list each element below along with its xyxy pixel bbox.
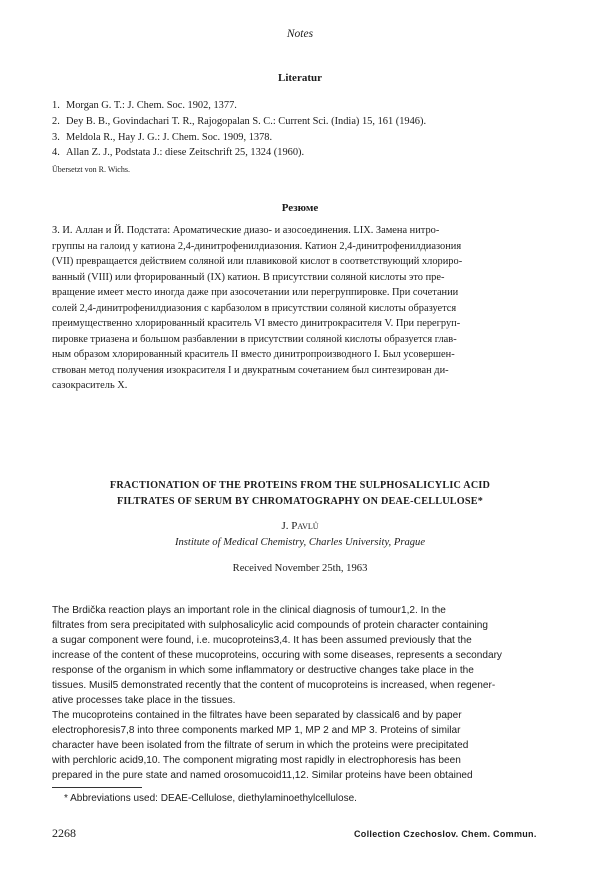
resume-line: пировке триазена и большом разбавлении в присутствии соляной кислоты образуется глав-	[52, 333, 457, 345]
footnote: * Abbreviations used: DEAE-Cellulose, diethylaminoethylcellulose.	[64, 793, 357, 804]
literatur-heading: Literatur	[278, 72, 322, 84]
resume-line: солей 2,4-динитрофенилдиазония с карбазолом в присутствии соляной кислоты образуется	[52, 302, 457, 314]
resume-paragraph	[52, 223, 552, 394]
translator-note: Übersetzt von R. Wichs.	[52, 165, 130, 174]
reference-item: 3. Meldola R., Hay J. G.: J. Chem. Soc. 1909, 1378.	[52, 131, 273, 143]
author-name: J. Pavlů	[281, 520, 319, 532]
body-line: prepared in the pure state and named orosomucoid11,12. Similar proteins have been obtained	[52, 770, 473, 781]
reference-item: 1. Morgan G. T.: J. Chem. Soc. 1902, 1377.	[52, 100, 237, 111]
reference-item: 4. Allan Z. J., Podstata J.: diese Zeitschrift 25, 1324 (1960).	[52, 147, 305, 159]
article-title-line: FRACTIONATION OF THE PROTEINS FROM THE SULPHOSALICYLIC ACID	[109, 480, 491, 491]
body-line: character have been isolated from the filtrate of serum in which the proteins were precipitated	[52, 740, 469, 751]
running-head: Notes	[286, 28, 314, 40]
resume-line: ванный (VIII) или фторированный (IX) катион. В присутствии соляной кислоты это пре-	[52, 271, 445, 283]
body-line: a sugar component were found, i.e. mucoproteins3,4. It has been assumed previously that the	[52, 635, 472, 646]
body-line: response of the organism in which some inflammatory or destructive changes take place in the	[52, 665, 474, 676]
resume-line: (VII) превращается действием соляной или плавиковой кислот в соответствующий хлориро-	[52, 256, 463, 267]
resume-heading: Резюме	[281, 202, 319, 214]
body-line: filtrates from sera precipitated with sulphosalicylic acid compounds of protein character containing	[52, 620, 488, 631]
body-line: tissues. Musil5 demonstrated recently that the content of mucoproteins is increased, when regener-	[52, 680, 496, 691]
resume-line: вращение имеет место иногда даже при азосочетании или перегруппировке. При сочетании	[52, 287, 459, 298]
body-line: The mucoproteins contained in the filtrates have been separated by classical6 and by paper	[52, 710, 462, 721]
page-number: 2268	[52, 826, 76, 840]
resume-line: ным образом хлорированный краситель II вместо динитропроизводного I. Был усовершен-	[52, 349, 455, 360]
body-line: increase of the content of these mucoproteins, occuring with some diseases, represents a secondary	[52, 650, 502, 661]
resume-line: преимущественно хлорированный краситель VI вместо динитрокрасителя V. При перегруп-	[52, 318, 461, 329]
footnote-rule	[52, 787, 142, 788]
article-body	[52, 603, 564, 783]
body-line: ative processes take place in the tissues.	[52, 695, 236, 706]
reference-list	[52, 98, 572, 161]
resume-line: З. И. Аллан и Й. Подстата: Ароматические диазо- и азосоединения. LIX. Замена нитро-	[52, 225, 440, 236]
body-line: with perchloric acid9,10. The component migrating most rapidly in electrophoresis has been	[52, 755, 461, 766]
body-line: The Brdička reaction plays an important role in the clinical diagnosis of tumour1,2. In the	[52, 605, 446, 616]
affiliation: Institute of Medical Chemistry, Charles University, Prague	[174, 537, 426, 548]
body-line: electrophoresis7,8 into three components marked MP 1, MP 2 and MP 3. Proteins of similar	[52, 725, 461, 736]
reference-item: 2. Dey B. B., Govindachari T. R., Rajogopalan S. C.: Current Sci. (India) 15, 161 (1946).	[52, 115, 427, 127]
journal-name: Collection Czechoslov. Chem. Commun.	[354, 829, 537, 839]
article-title-line: FILTRATES OF SERUM BY CHROMATOGRAPHY ON DEAE-CELLULOSE*	[116, 495, 484, 507]
resume-line: сазокраситель X.	[52, 380, 128, 391]
resume-line: ствован метод получения изокрасителя I и двукратным сочетанием был синтезирован ди-	[52, 364, 449, 376]
resume-line: группы на галоид у катиона 2,4-динитрофенилдиазония. Катион 2,4-динитрофенилдиазония	[52, 240, 462, 252]
article-title	[0, 478, 600, 509]
received-date: Received November 25th, 1963	[232, 563, 368, 574]
